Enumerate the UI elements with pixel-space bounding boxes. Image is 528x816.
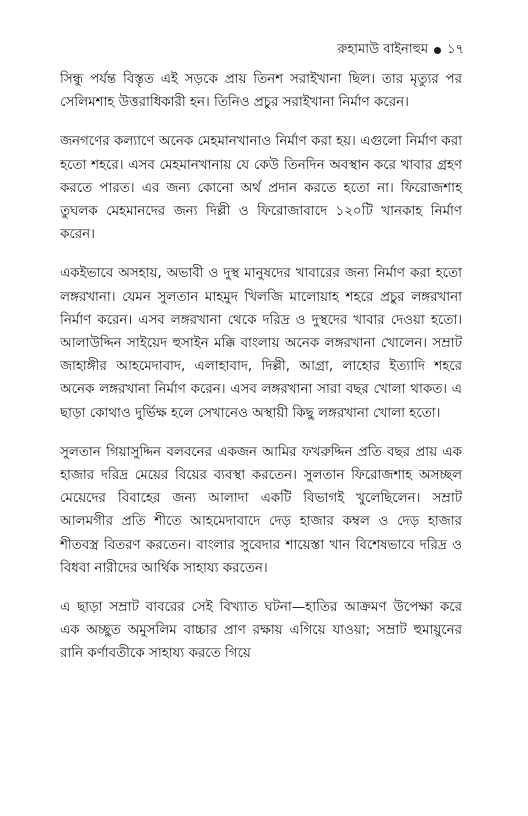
page-body (60, 68, 462, 666)
page-number: ১৭ (447, 42, 464, 57)
running-header-title: রুহামাউ বাইনাহুম (337, 42, 429, 57)
bullet-dot-icon (434, 47, 441, 54)
paragraph-3: একইভাবে অসহায়, অভাবী ও দুস্থ মানুষদের খাবারের জন্য নির্মাণ করা হতো লঙ্গরখানা। যেমন সুলতান মাহমুদ খিলজি মালোয়াহ শহরে প্রচুর লঙ্গরখানা নির্মাণ করেন। এসব লঙ্গরখানা থেকে দরিদ্র ও দুস্থদের খাবার দেওয়া হতো। আলাউদ্দিন সাইয়েদ হুসাইন মক্কি বাংলায় অনেক লঙ্গরখানা খোলেন। সম্রাট জাহাঙ্গীর আহমেদাবাদ, এলাহাবাদ, দিল্লী, আগ্রা, লাহোর ইত্যাদি শহরে অনেক লঙ্গরখানা নির্মাণ করেন। এসব লঙ্গরখানা সারা বছর খোলা থাকত। এ ছাড়া কোথাও দুর্ভিক্ষ হলে সেখানেও অস্থায়ী কিছু লঙ্গরখানা খোলা হতো। (60, 266, 462, 421)
paragraph-5: এ ছাড়া সম্রাট বাবরের সেই বিখ্যাত ঘটনা—হাতির আক্রমণ উপেক্ষা করে এক অচ্ছুত অমুসলিম বাচ্চার প্রাণ রক্ষায় এগিয়ে যাওয়া; সম্রাট হুমায়ুনের রানি কর্ণাবতীকে সাহায্য করতে গিয়ে (60, 600, 462, 662)
running-header (337, 42, 464, 58)
paragraph-4: সুলতান গিয়াসুদ্দিন বলবনের একজন আমির ফখরুদ্দিন প্রতি বছর প্রায় এক হাজার দরিদ্র মেয়ের বিয়ের ব্যবস্থা করতেন। সুলতান ফিরোজশাহ অসচ্ছল মেয়েদের বিবাহের জন্য আলাদা একটি বিভাগই খুলেছিলেন। সম্রাট আলমগীর প্রতি শীতে আহমেদাবাদে দেড় হাজার কম্বল ও দেড় হাজার শীতবস্ত্র বিতরণ করতেন। বাংলার সুবেদার শায়েস্তা খান বিশেষভাবে দরিদ্র ও বিধবা নারীদের আর্থিক সাহায্য করতেন। (60, 444, 462, 576)
paragraph-2: জনগণের কল্যাণে অনেক মেহমানখানাও নির্মাণ করা হয়। এগুলো নির্মাণ করা হতো শহরে। এসব মেহমানখানায় যে কেউ তিনদিন অবস্থান করে খাবার গ্রহণ করতে পারত। এর জন্য কোনো অর্থ প্রদান করতে হতো না। ফিরোজশাহ তুঘলক মেহমানদের জন্য দিল্লী ও ফিরোজাবাদে ১২০টি খানকাহ নির্মাণ করেন। (60, 134, 462, 243)
paragraph-1: সিন্ধু পর্যন্ত বিস্তৃত এই সড়কে প্রায় তিনশ সরাইখানা ছিল। তার মৃত্যুর পর সেলিমশাহ উত্তরাধিকারী হন। তিনিও প্রচুর সরাইখানা নির্মাণ করেন। (60, 72, 462, 111)
